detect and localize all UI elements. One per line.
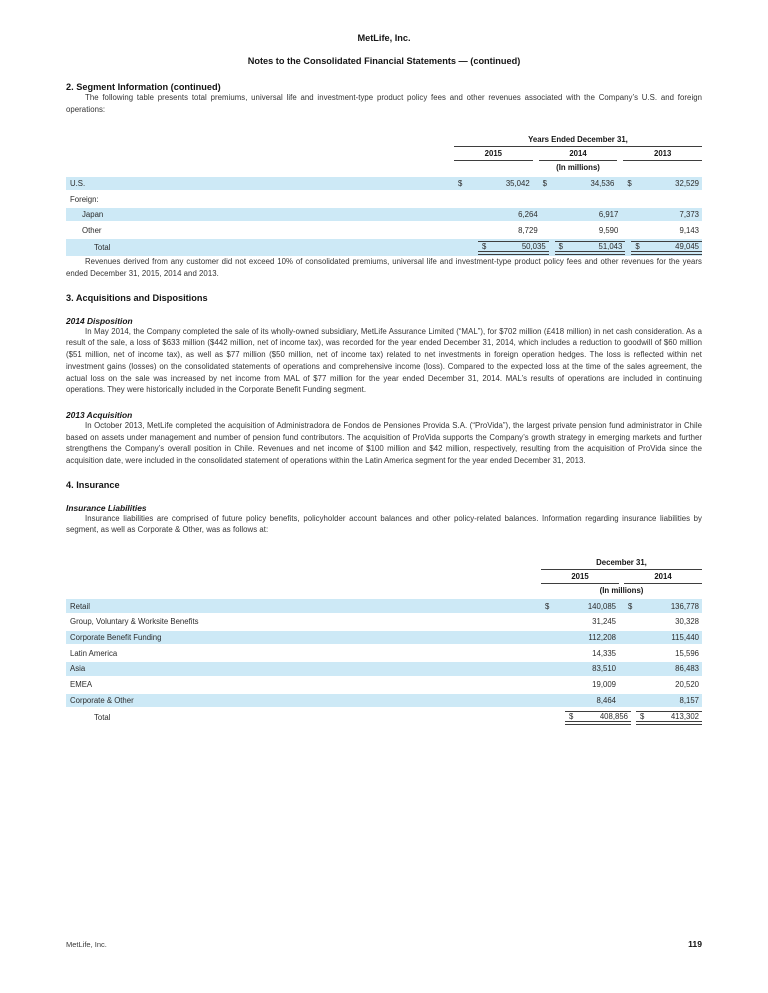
- year-column-header: 2014: [624, 570, 702, 584]
- cell-value: 35,042: [505, 178, 530, 188]
- cell-value: 51,043: [598, 241, 623, 251]
- row-label: Corporate Benefit Funding: [70, 633, 162, 642]
- cell-value: 50,035: [521, 241, 546, 251]
- section-2-note: Revenues derived from any customer did not exceed 10% of consolidated premiums, universal life and investment-type product policy fees and other revenues for the years ended December 31, 2015, 2014 and 2013.: [66, 257, 702, 279]
- insurance-liabilities-table: [66, 558, 702, 726]
- row-label: Japan: [82, 210, 104, 220]
- cell-value: 86,483: [675, 664, 699, 674]
- row-label: Total: [94, 713, 111, 723]
- table-row: [66, 678, 702, 692]
- cell-value: 9,590: [598, 225, 619, 235]
- table-row: [66, 224, 702, 238]
- label-spacer: [66, 147, 454, 161]
- label-spacer: [66, 558, 541, 570]
- cell-value: 20,520: [675, 680, 699, 690]
- cell-value: 136,778: [670, 601, 699, 611]
- cell-value: 140,085: [587, 601, 616, 611]
- cell-value: 15,596: [675, 648, 699, 658]
- cell-value: 83,510: [592, 664, 616, 674]
- row-label: EMEA: [70, 680, 93, 690]
- cell-value: 413,302: [670, 711, 699, 721]
- table-row: [66, 694, 702, 708]
- dollar-sign: $: [628, 601, 633, 611]
- row-label: U.S.: [70, 178, 86, 188]
- section-4-heading: 4. Insurance: [66, 479, 120, 490]
- dollar-sign: $: [640, 711, 645, 721]
- insurance-liabilities-heading: Insurance Liabilities: [66, 502, 147, 513]
- cell-value: 115,440: [671, 633, 699, 642]
- row-label: Latin America: [70, 648, 118, 658]
- year-column-header: 2013: [623, 147, 702, 161]
- dollar-sign: $: [558, 241, 564, 251]
- dollar-sign: $: [569, 711, 574, 721]
- document-title: Notes to the Consolidated Financial Statements — (continued): [247, 56, 521, 66]
- table-period-header-row: [66, 558, 702, 570]
- acquisition-2013-heading: 2013 Acquisition: [66, 409, 133, 420]
- section-2-intro: The following table presents total premiums, universal life and investment-type product policy fees and other revenues associated with the Company’s U.S. and foreign operations:: [66, 93, 702, 114]
- dollar-sign: $: [458, 178, 463, 188]
- cell-value: 19,009: [592, 680, 616, 690]
- table-period-header-row: [66, 135, 702, 147]
- label-spacer: [66, 584, 541, 597]
- table-year-header-row: [66, 147, 702, 161]
- table-row: [66, 599, 702, 613]
- label-spacer: [66, 161, 454, 174]
- segment-revenues-table: [66, 135, 702, 256]
- cell-value: 49,045: [675, 241, 700, 251]
- table-total-row: [66, 709, 702, 726]
- cell-value: 6,917: [598, 210, 619, 220]
- cell-value: 7,373: [679, 210, 700, 220]
- row-label: Asia: [70, 664, 86, 674]
- footer-company: MetLife, Inc.: [66, 940, 107, 949]
- company-title: MetLife, Inc.: [357, 33, 411, 43]
- row-label: Retail: [70, 601, 90, 611]
- dollar-sign: $: [545, 601, 550, 611]
- table-row: [66, 646, 702, 660]
- table-row: [66, 631, 702, 645]
- dollar-sign: $: [635, 241, 640, 251]
- row-label: Group, Voluntary & Worksite Benefits: [70, 617, 199, 627]
- year-column-header: 2015: [454, 147, 533, 161]
- section-2-heading: 2. Segment Information (continued): [66, 82, 221, 92]
- cell-value: 31,245: [592, 617, 616, 627]
- table-year-header-row: [66, 570, 702, 584]
- insurance-liabilities-intro: Insurance liabilities are comprised of future policy benefits, policyholder account balances and other policy-related balances. Information regarding insurance liabilities by segment, as well as Corporate & Other, was as follows at:: [66, 513, 702, 535]
- acquisition-2013-text: In October 2013, MetLife completed the acquisition of Administradora de Fondos de Pensiones Provida S.A. (“ProVida”), the largest private pension fund administrator in Chile based on assets under management and number of pension fund contributors. The acquisition of ProVida supports the Company’s growth strategy in emerging markets and further strengthens the Company’s overall position in Chile. Revenues and net income of $100 million and $42 million, respectively, resulting from the acquisition of ProVida since the acquisition date, were included in the consolidated statement of operations within the Latin America segment for the year ended December 31, 2013.: [66, 420, 702, 466]
- cell-value: 8,464: [596, 695, 616, 705]
- label-spacer: [66, 135, 454, 147]
- year-column-header: 2015: [541, 570, 619, 584]
- cell-value: 408,856: [599, 711, 628, 721]
- cell-value: 34,536: [590, 178, 615, 188]
- cell-value: 9,143: [679, 225, 700, 235]
- row-label: Foreign:: [70, 194, 99, 204]
- page-footer: [66, 939, 702, 949]
- cell-value: 8,157: [679, 695, 699, 705]
- table-row: [66, 615, 702, 629]
- cell-value: 14,335: [592, 648, 616, 658]
- table-row: [66, 177, 702, 191]
- label-spacer: [66, 570, 541, 584]
- year-column-header: 2014: [539, 147, 618, 161]
- section-3-heading: 3. Acquisitions and Dispositions: [66, 292, 208, 303]
- dollar-sign: $: [482, 241, 487, 251]
- table-row: [66, 662, 702, 676]
- table-row: [66, 208, 702, 222]
- unit-label: (In millions): [599, 586, 644, 596]
- row-label: Corporate & Other: [70, 695, 134, 705]
- cell-value: 30,328: [675, 617, 699, 627]
- period-header: December 31,: [541, 558, 702, 570]
- dollar-sign: $: [542, 178, 548, 188]
- disposition-2014-text: In May 2014, the Company completed the sale of its wholly-owned subsidiary, MetLife Assurance Limited (“MAL”), for $702 million (£418 million) in net cash consideration. As a result of the sale, a loss of $633 million ($442 million, net of income tax), was recorded for the year ended December 31, 2014, which includes a reduction to goodwill of $60 million ($51 million, net of income tax), as well as $77 million ($50 million, net of income tax) related to net investments in foreign operation hedges. The loss is reflected within net investment gains (losses) on the consolidated statements of operations and comprehensive income (loss). Compared to the expected loss at the time of the sales agreement, the actual loss on the sale was increased by net income from MAL of $77 million for the year ended December 31, 2014. MAL’s results of operations are included in continuing operations. They were historically included in the Corporate Benefit Funding segment.: [66, 326, 702, 395]
- table-total-row: [66, 239, 702, 256]
- table-unit-row: [66, 161, 702, 174]
- disposition-2014-heading: 2014 Disposition: [66, 315, 133, 326]
- cell-value: 32,529: [675, 178, 700, 188]
- cell-value: 112,208: [588, 633, 616, 642]
- cell-value: 8,729: [518, 225, 538, 235]
- table-row: [66, 192, 702, 206]
- dollar-sign: $: [627, 178, 632, 188]
- unit-label: (In millions): [556, 163, 600, 173]
- page-number: 119: [688, 939, 702, 949]
- row-label: Total: [94, 243, 111, 253]
- row-label: Other: [82, 225, 102, 235]
- cell-value: 6,264: [518, 210, 538, 220]
- table-unit-row: [66, 584, 702, 597]
- period-header: Years Ended December 31,: [454, 135, 702, 147]
